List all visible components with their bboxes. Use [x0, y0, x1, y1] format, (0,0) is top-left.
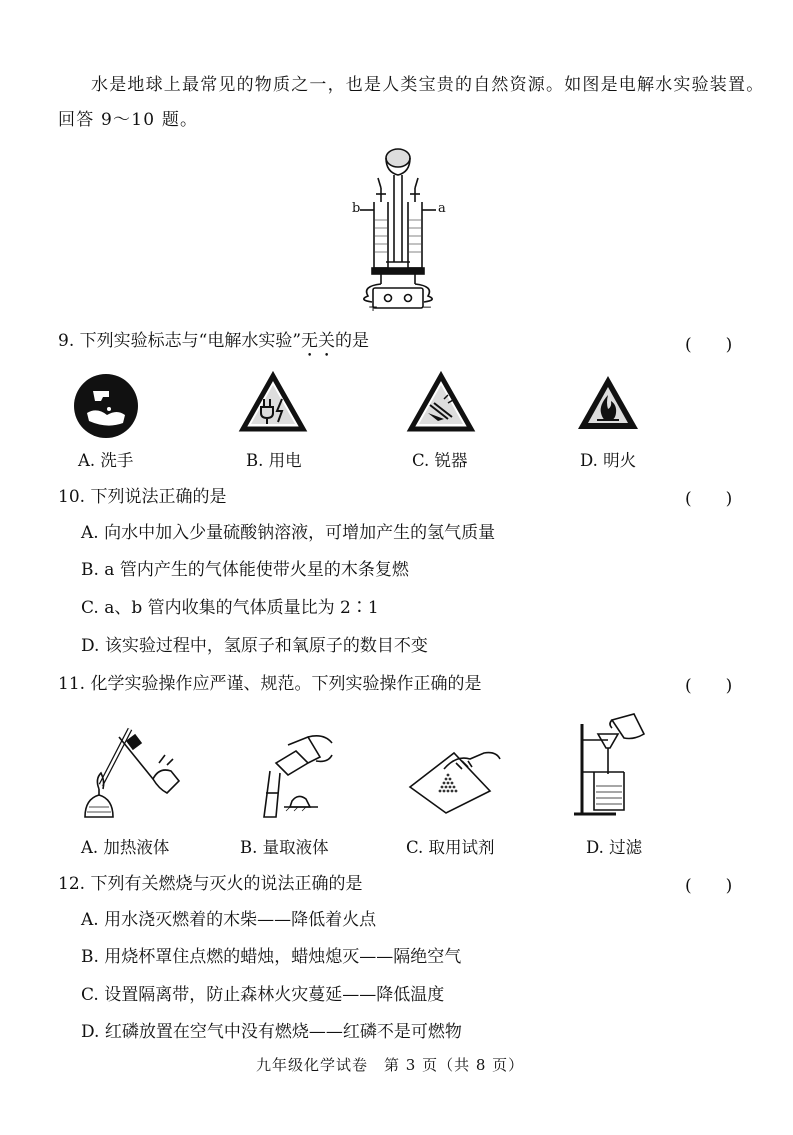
- tube-label-a: a: [438, 201, 446, 216]
- q11-option-a[interactable]: A. 加热液体: [81, 838, 170, 857]
- tube-label-b: b: [352, 201, 361, 216]
- filtration-icon: [572, 710, 682, 820]
- q10-option-d[interactable]: D. 该实验过程中，氢原子和氧原子的数目不变: [81, 636, 428, 656]
- question-11-stem: 11. 化学实验操作应严谨、规范。下列实验操作正确的是: [58, 674, 482, 694]
- q10-option-a[interactable]: A. 向水中加入少量硫酸钠溶液，可增加产生的氢气质量: [81, 523, 496, 543]
- wash-hands-sign-icon: [73, 373, 139, 439]
- answer-bracket-q10[interactable]: ( ): [685, 489, 733, 509]
- q11-option-b[interactable]: B. 量取液体: [240, 838, 329, 857]
- electrode-minus: −: [422, 300, 433, 314]
- q12-option-c[interactable]: C. 设置隔离带，防止森林火灾蔓延——降低温度: [81, 985, 445, 1005]
- heating-liquid-icon: [75, 723, 185, 823]
- sharp-object-warning-icon: [408, 373, 474, 433]
- question-10-stem: 10. 下列说法正确的是: [58, 487, 227, 507]
- taking-reagent-icon: [404, 723, 514, 823]
- question-12-stem: 12. 下列有关燃烧与灭火的说法正确的是: [58, 874, 363, 894]
- q11-option-c[interactable]: C. 取用试剂: [406, 838, 495, 857]
- q9-option-a[interactable]: A. 洗手: [78, 451, 134, 470]
- measuring-liquid-icon: [236, 723, 346, 823]
- question-9-stem: [58, 330, 369, 361]
- page-footer: 九年级化学试卷 第 3 页（共 8 页）: [256, 1056, 525, 1074]
- answer-bracket-q12[interactable]: ( ): [685, 876, 733, 896]
- q9-option-b[interactable]: B. 用电: [246, 451, 302, 470]
- q9-stem-prefix: 9. 下列实验标志与“电解水实验”: [58, 331, 302, 351]
- q9-stem-emphasis: 无关: [301, 331, 336, 351]
- q9-option-c[interactable]: C. 锐器: [412, 451, 468, 470]
- answer-bracket-q11[interactable]: ( ): [685, 676, 733, 696]
- q11-option-d[interactable]: D. 过滤: [586, 838, 643, 857]
- open-flame-warning-icon: [575, 373, 641, 433]
- q9-option-d[interactable]: D. 明火: [580, 451, 637, 470]
- electricity-warning-icon: [240, 373, 306, 433]
- q12-option-b[interactable]: B. 用烧杯罩住点燃的蜡烛，蜡烛熄灭——隔绝空气: [81, 947, 462, 967]
- intro-line-2: 回答 9～10 题。: [58, 110, 199, 130]
- q10-option-c[interactable]: C. a、b 管内收集的气体质量比为 2∶1: [81, 598, 379, 618]
- answer-bracket-q9[interactable]: ( ): [685, 335, 733, 355]
- q12-option-a[interactable]: A. 用水浇灭燃着的木柴——降低着火点: [81, 910, 377, 930]
- electrode-plus: +: [368, 300, 379, 314]
- q10-option-b[interactable]: B. a 管内产生的气体能使带火星的木条复燃: [81, 560, 409, 580]
- q9-stem-suffix: 的是: [335, 331, 370, 351]
- intro-line-1: 水是地球上最常见的物质之一，也是人类宝贵的自然资源。如图是电解水实验装置。: [91, 75, 765, 95]
- q12-option-d[interactable]: D. 红磷放置在空气中没有燃烧——红磷不是可燃物: [81, 1022, 462, 1042]
